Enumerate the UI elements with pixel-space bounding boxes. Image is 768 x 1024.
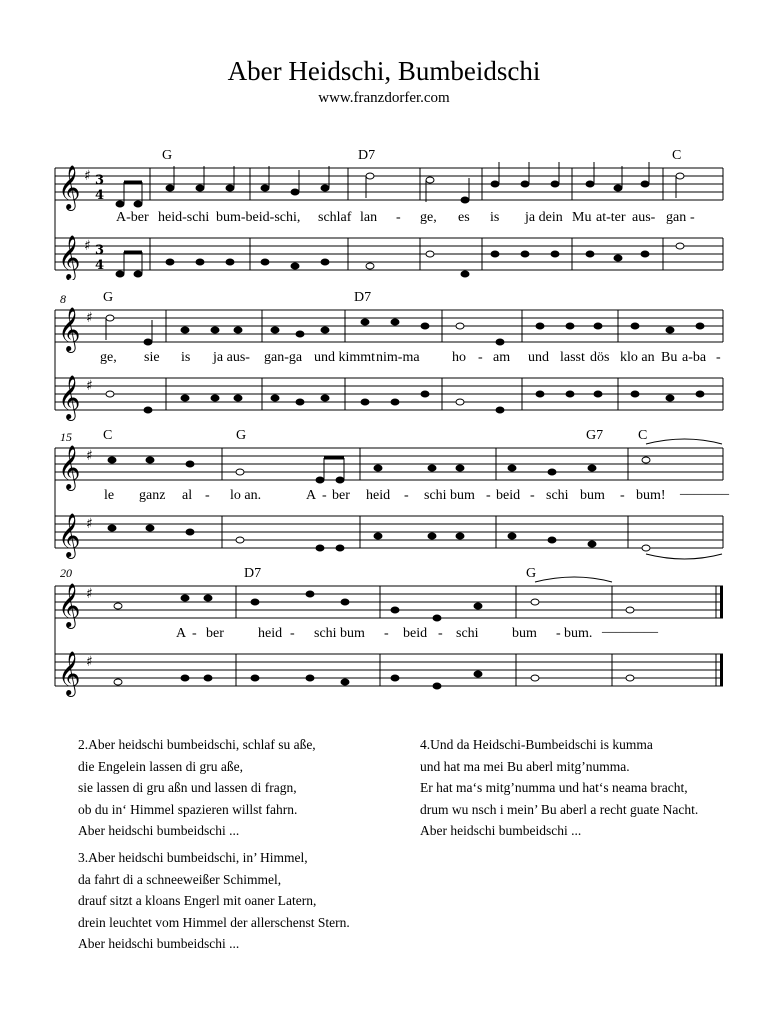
measure-number: 8 xyxy=(60,292,66,306)
svg-text:𝄞: 𝄞 xyxy=(58,583,81,627)
svg-text:♯: ♯ xyxy=(86,516,93,532)
chord-symbol: D7 xyxy=(354,290,372,305)
svg-text:♯: ♯ xyxy=(84,238,91,254)
verse-block-4: 4.Und da Heidschi-Bumbeidschi is kumma und hat ma mei Bu aberl mitg’numma. Er hat ma‘s mitg’numma und hat‘s neama bracht, drum wu nsch i mein’ Bu aberl a recht guate Nacht. Aber heidschi bumbeidschi ... xyxy=(420,737,699,838)
chord-symbol: C xyxy=(103,428,113,443)
chord-symbol: G xyxy=(103,290,114,305)
svg-text:𝄞: 𝄞 xyxy=(58,375,81,419)
music-system-1 xyxy=(0,0,768,280)
svg-text:𝄞: 𝄞 xyxy=(58,445,81,489)
chord-symbol: G7 xyxy=(586,428,604,443)
website-url: www.franzdorfer.com xyxy=(318,90,450,106)
svg-text:4: 4 xyxy=(95,188,105,203)
svg-text:𝄞: 𝄞 xyxy=(58,513,81,557)
measure-number: 20 xyxy=(60,566,72,580)
chord-symbol: C xyxy=(638,428,648,443)
chord-symbol: D7 xyxy=(358,148,376,163)
svg-text:♯: ♯ xyxy=(86,310,93,326)
measure-number: 15 xyxy=(60,430,72,444)
svg-text:♯: ♯ xyxy=(86,448,93,464)
svg-text:𝄞: 𝄞 xyxy=(58,235,81,279)
svg-text:♯: ♯ xyxy=(86,586,93,602)
svg-text:𝄞: 𝄞 xyxy=(58,651,81,695)
svg-text:♯: ♯ xyxy=(86,378,93,394)
chord-symbol: G xyxy=(236,428,247,443)
svg-text:♯: ♯ xyxy=(84,168,91,184)
chord-symbol: D7 xyxy=(244,566,262,581)
verse-block-3: 3.Aber heidschi bumbeidschi, in’ Himmel, da fahrt di a schneeweißer Schimmel, drauf sitzt a kloans Engerl mit oaner Latern, drein leuchtet vom Himmel der allerschenst Stern. Aber heidschi bumbeidschi ... xyxy=(78,850,350,951)
svg-text:3: 3 xyxy=(95,243,105,258)
verse-block-2: 2.Aber heidschi bumbeidschi, schlaf su aße, die Engelein lassen di gru aße, sie lassen di gru aßn und lassen di fragn, ob du in‘ Himmel spazieren willst fahrn. Aber heidschi bumbeidschi ... xyxy=(78,737,316,838)
svg-text:♯: ♯ xyxy=(86,654,93,670)
chord-symbol: C xyxy=(672,148,682,163)
svg-text:𝄞: 𝄞 xyxy=(58,307,81,351)
chord-symbol: G xyxy=(162,148,173,163)
chord-symbol: G xyxy=(526,566,537,581)
svg-text:4: 4 xyxy=(95,258,105,273)
svg-text:𝄞: 𝄞 xyxy=(58,165,81,209)
svg-text:3: 3 xyxy=(95,173,105,188)
song-title: Aber Heidschi, Bumbeidschi xyxy=(227,56,541,86)
